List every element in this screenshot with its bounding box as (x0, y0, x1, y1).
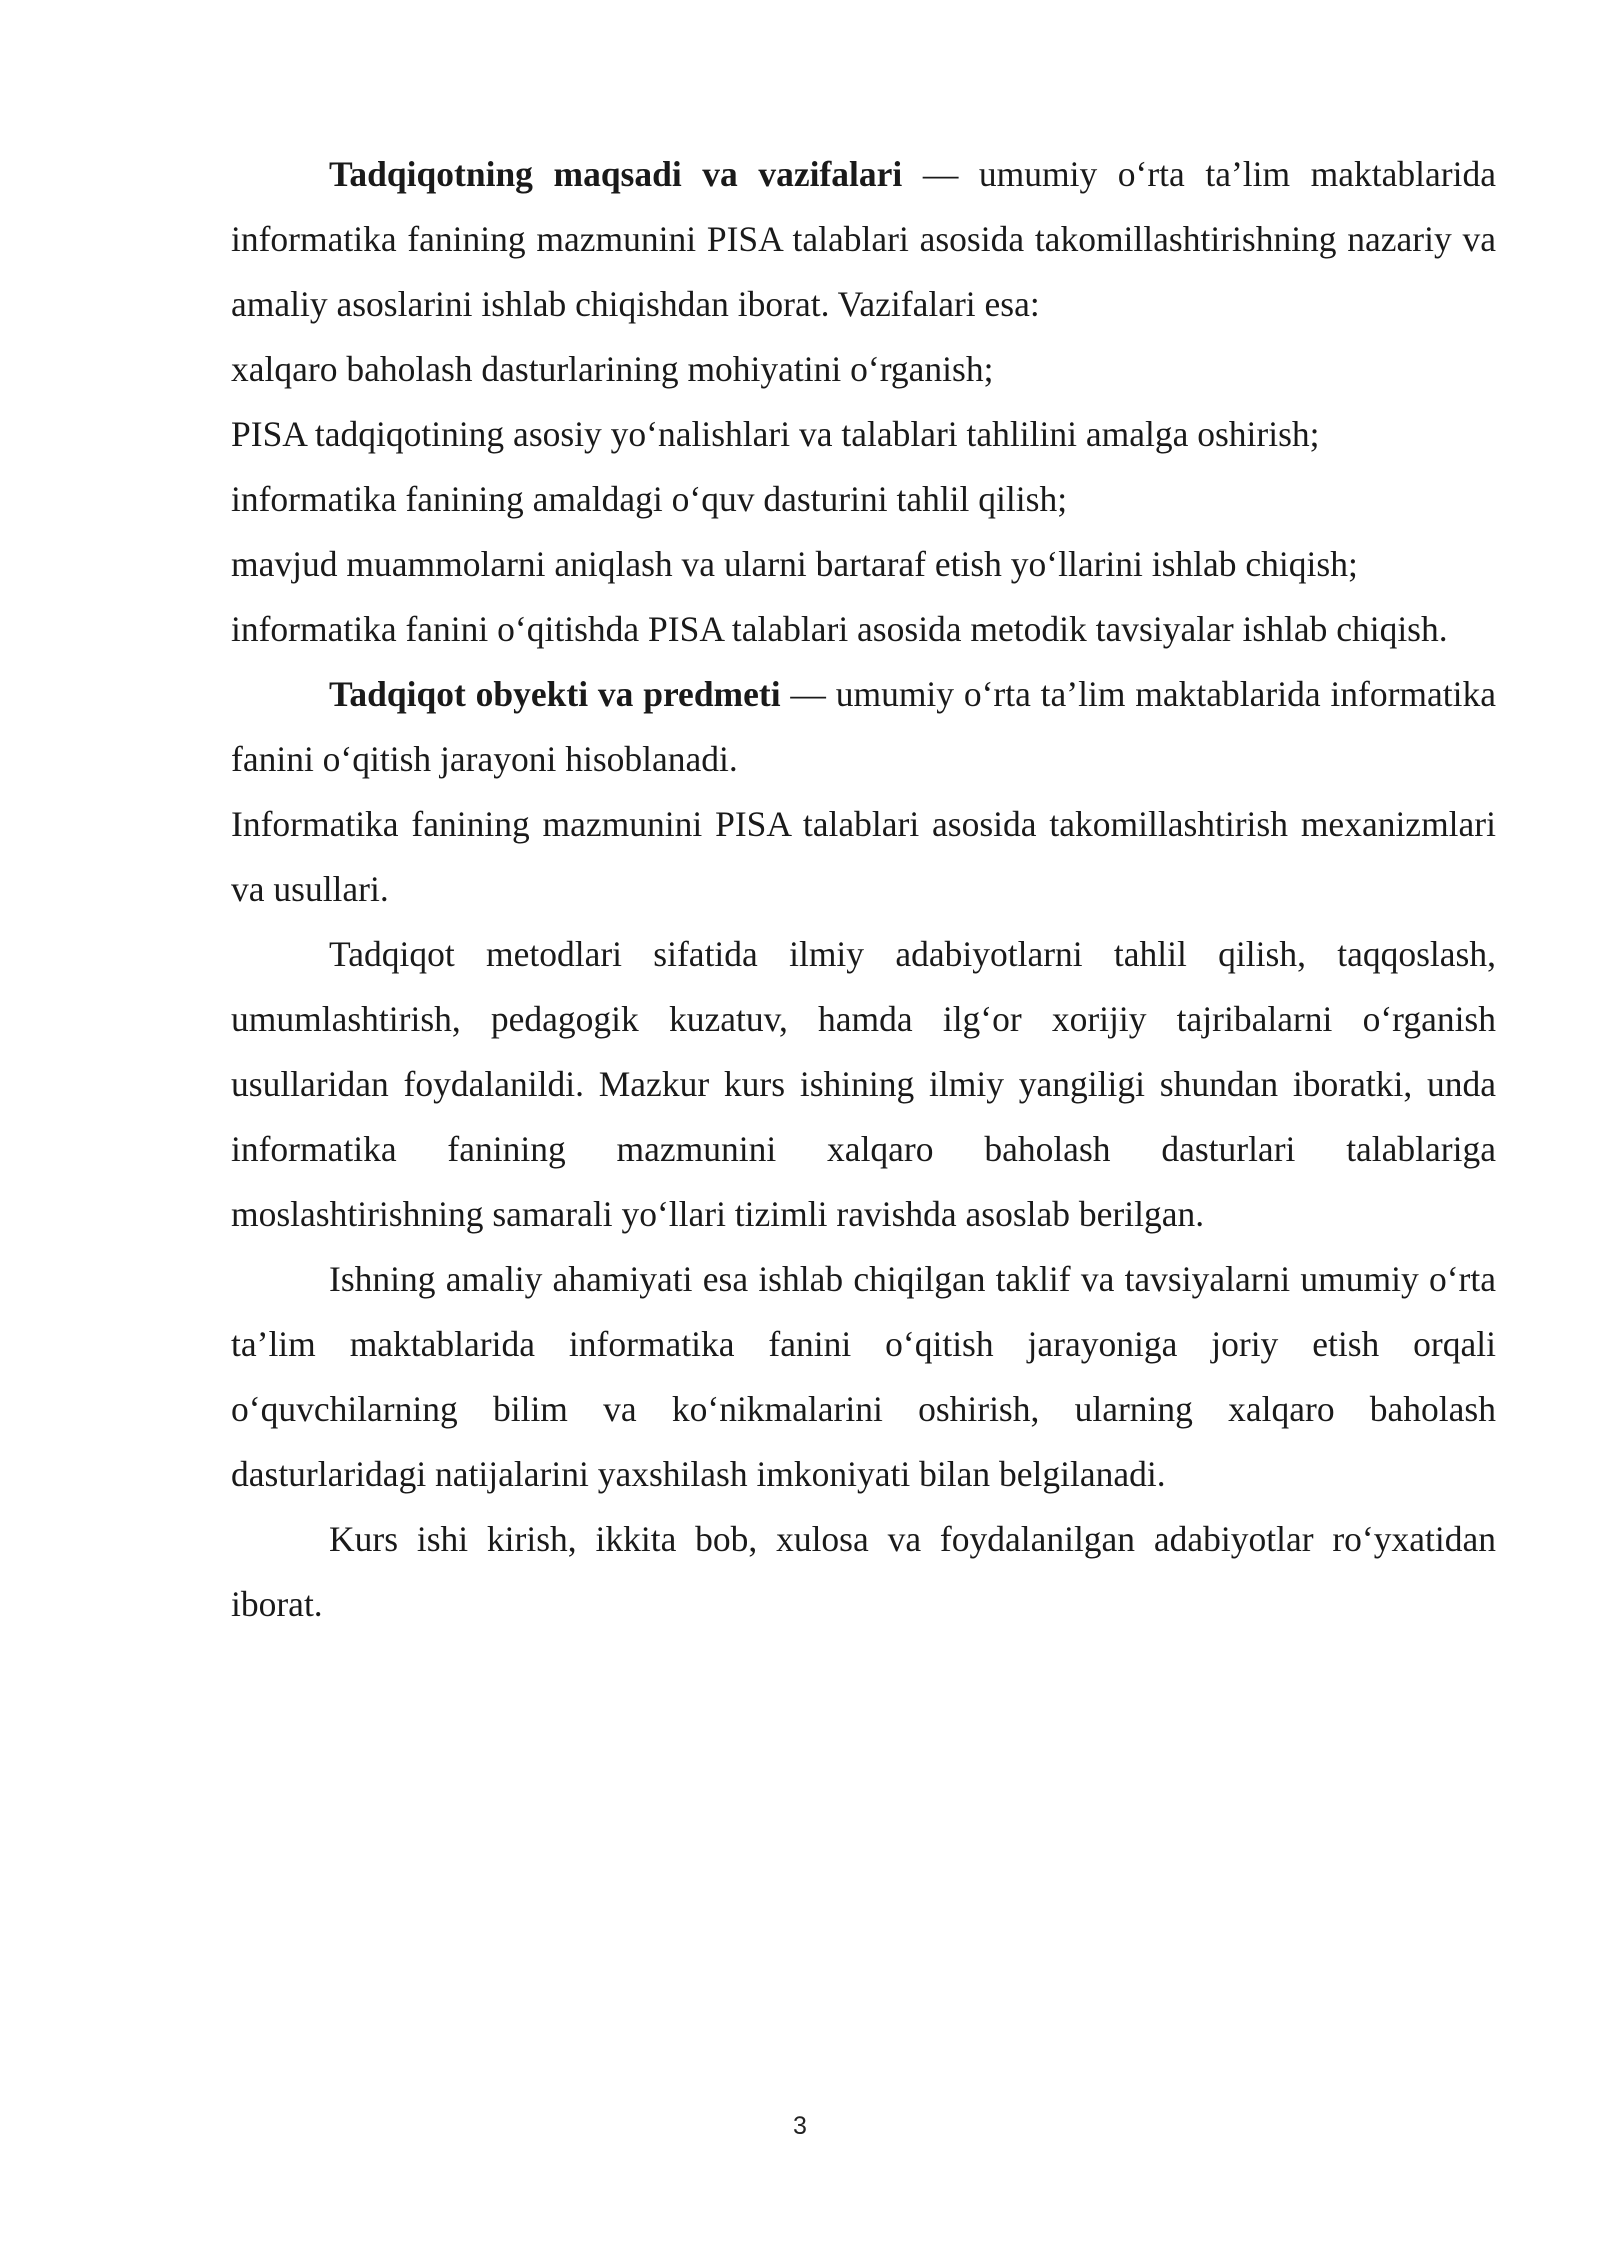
object-paragraph (231, 662, 1496, 792)
task-item: PISA tadqiqotining asosiy yo‘nalishlari va talablari tahlilini amalga oshirish; (231, 414, 1320, 454)
goals-paragraph (231, 142, 1496, 337)
goals-text: — umumiy o‘rta ta’lim maktablarida informatika fanining mazmunini PISA talablari asosida takomillashtirishning nazariy va amaliy asoslarini ishlab chiqishdan iborat. Vazifalari esa: (231, 154, 1496, 324)
page-number: 3 (793, 2112, 807, 2140)
goals-heading: Tadqiqotning maqsadi va vazifalari (329, 154, 903, 194)
object-text: — umumiy o‘rta ta’lim maktablarida informatika fanini o‘qitish jarayoni hisoblanadi. (231, 674, 1496, 779)
methods-paragraph: Tadqiqot metodlari sifatida ilmiy adabiyotlarni tahlil qilish, taqqoslash, umumlashtirish, pedagogik kuzatuv, hamda ilg‘or xorijiy tajribalarni o‘rganish usullaridan foydalanildi. Mazkur kurs ishining ilmiy yangiligi shundan iboratki, unda informatika fanining mazmunini xalqaro baholash dasturlari talablariga moslashtirishning samarali yo‘llari tizimli ravishda asoslab berilgan. (231, 934, 1496, 1234)
practical-paragraph: Ishning amaliy ahamiyati esa ishlab chiqilgan taklif va tavsiyalarni umumiy o‘rta ta’lim maktablarida informatika fanini o‘qitish jarayoniga joriy etish orqali o‘quvchilarning bilim va ko‘nikmalarini oshirish, ularning xalqaro baholash dasturlaridagi natijalarini yaxshilash imkoniyati bilan belgilanadi. (231, 1259, 1496, 1494)
subject-paragraph: Informatika fanining mazmunini PISA talablari asosida takomillashtirish mexanizmlari va usullari. (231, 804, 1496, 909)
document-body (231, 142, 1496, 1637)
task-item: xalqaro baholash dasturlarining mohiyatini o‘rganish; (231, 349, 994, 389)
object-heading: Tadqiqot obyekti va predmeti (329, 674, 781, 714)
task-item: informatika fanini o‘qitishda PISA talablari asosida metodik tavsiyalar ishlab chiqish. (231, 609, 1448, 649)
structure-paragraph: Kurs ishi kirish, ikkita bob, xulosa va foydalanilgan adabiyotlar ro‘yxatidan iborat. (231, 1519, 1496, 1624)
task-item: informatika fanining amaldagi o‘quv dasturini tahlil qilish; (231, 479, 1068, 519)
task-item: mavjud muammolarni aniqlash va ularni bartaraf etish yo‘llarini ishlab chiqish; (231, 544, 1358, 584)
